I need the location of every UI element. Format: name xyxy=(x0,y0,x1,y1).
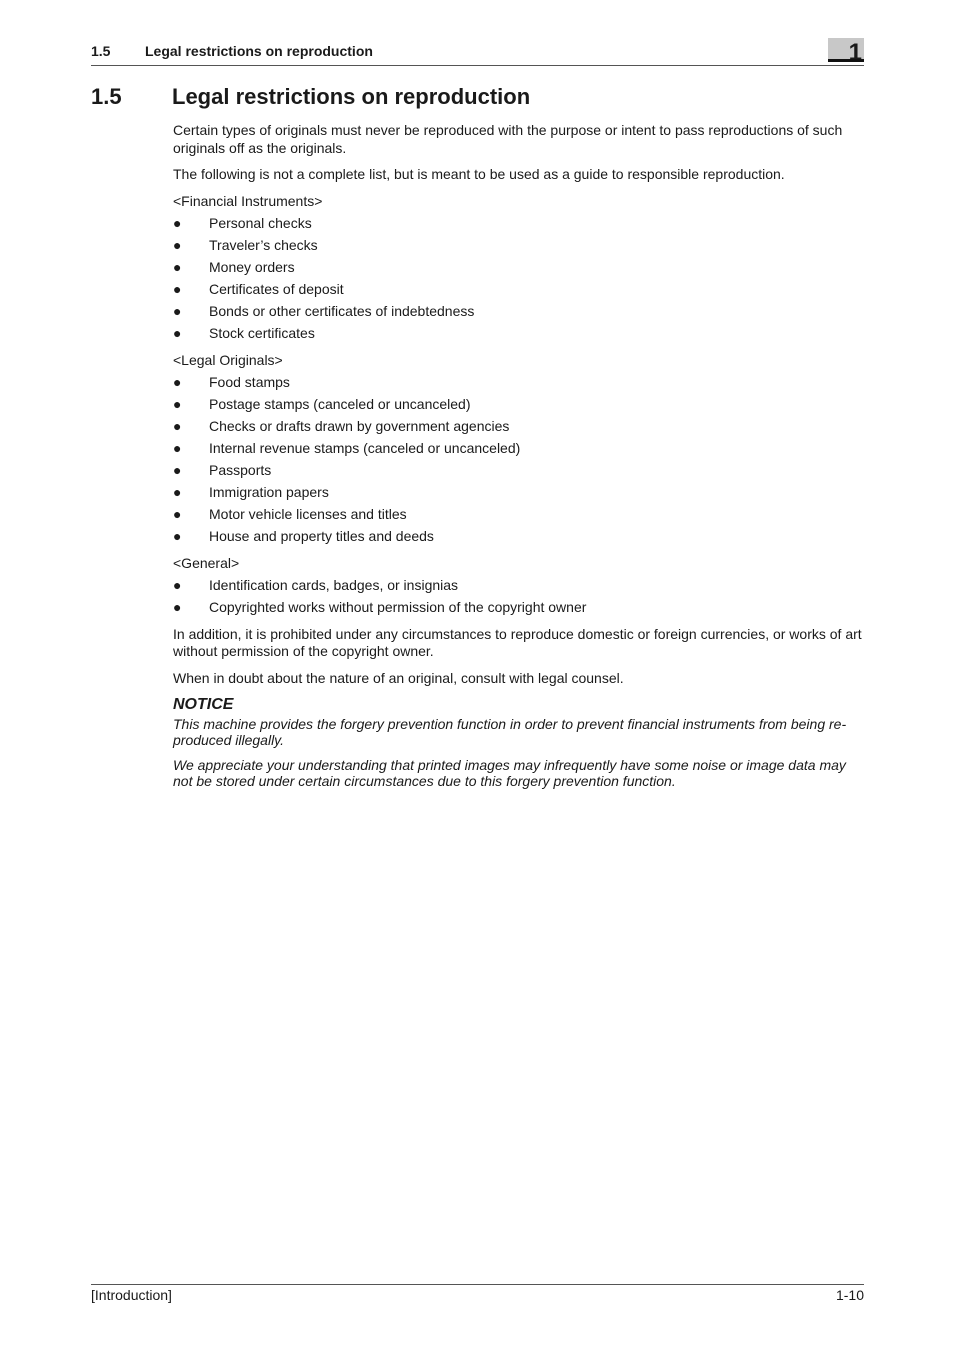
bullet-icon: ● xyxy=(173,462,182,478)
bullet-list-general xyxy=(173,577,865,617)
bullet-icon: ● xyxy=(173,237,182,253)
notice-paragraph: This machine provides the forgery prevention function in order to prevent financial instruments from being re-produced illegally. xyxy=(173,715,847,748)
list-item-text: Food stamps xyxy=(209,374,290,390)
bullet-icon: ● xyxy=(173,281,182,297)
chapter-tab: 1 xyxy=(828,38,864,62)
intro-paragraph: Certain types of originals must never be reproduced with the purpose or intent to pass reproductions of such originals off as the originals. xyxy=(173,122,843,156)
page-number: 1-10 xyxy=(835,1287,864,1303)
section-heading-number: 1.5 xyxy=(91,84,122,109)
intro-paragraph: The following is not a complete list, but is meant to be used as a guide to responsible reproduction. xyxy=(173,166,785,182)
list-item-text: House and property titles and deeds xyxy=(209,528,434,544)
list-item xyxy=(173,259,865,277)
list-item-text: Motor vehicle licenses and titles xyxy=(209,506,407,522)
list-item xyxy=(173,237,865,255)
category-label: <General> xyxy=(173,554,240,571)
list-item-text: Internal revenue stamps (canceled or uncanceled) xyxy=(209,440,521,456)
running-header xyxy=(91,40,864,66)
bullet-icon: ● xyxy=(173,215,182,231)
list-item xyxy=(173,325,865,343)
bullet-icon: ● xyxy=(173,577,182,593)
notice-title: NOTICE xyxy=(173,696,234,713)
list-item xyxy=(173,215,865,233)
list-item-text: Bonds or other certificates of indebtedness xyxy=(209,303,475,319)
list-item xyxy=(173,462,865,480)
bullet-icon: ● xyxy=(173,374,182,390)
list-item xyxy=(173,440,865,458)
bullet-icon: ● xyxy=(173,303,182,319)
bullet-icon: ● xyxy=(173,528,182,544)
bullet-icon: ● xyxy=(173,440,182,456)
list-item-text: Copyrighted works without permission of the copyright owner xyxy=(209,599,587,615)
list-item xyxy=(173,281,865,299)
bullet-icon: ● xyxy=(173,599,182,615)
category-label: <Financial Instruments> xyxy=(173,192,323,209)
list-item-text: Identification cards, badges, or insignias xyxy=(209,577,459,593)
bullet-icon: ● xyxy=(173,259,182,275)
list-item xyxy=(173,528,865,546)
list-item-text: Checks or drafts drawn by government agencies xyxy=(209,418,510,434)
section-heading-title: Legal restrictions on reproduction xyxy=(172,84,531,109)
footer-chapter-name: [Introduction] xyxy=(91,1287,172,1303)
list-item-text: Money orders xyxy=(209,259,295,275)
page-content xyxy=(173,122,865,798)
running-footer xyxy=(91,1284,864,1303)
list-item-text: Postage stamps (canceled or uncanceled) xyxy=(209,396,471,412)
list-item xyxy=(173,396,865,414)
list-item-text: Personal checks xyxy=(209,215,312,231)
bullet-icon: ● xyxy=(173,418,182,434)
list-item-text: Traveler’s checks xyxy=(209,237,318,253)
bullet-list-financial xyxy=(173,215,865,343)
list-item xyxy=(173,506,865,524)
bullet-icon: ● xyxy=(173,396,182,412)
list-item xyxy=(173,599,865,617)
header-section-title: Legal restrictions on reproduction xyxy=(145,43,373,59)
notice-paragraph: We appreciate your understanding that printed images may infrequently have some noise or image data may not be stored under certain circumstances due to this forgery prevention function. xyxy=(173,756,846,789)
notice-box xyxy=(173,696,865,790)
list-item-text: Passports xyxy=(209,462,272,478)
bullet-icon: ● xyxy=(173,325,182,341)
closing-paragraph: In addition, it is prohibited under any circumstances to reproduce domestic or foreign currencies, or works of art without permission of the copyright owner. xyxy=(173,625,862,659)
list-item xyxy=(173,577,865,595)
list-item-text: Stock certificates xyxy=(209,325,315,341)
list-item-text: Immigration papers xyxy=(209,484,329,500)
closing-paragraph: When in doubt about the nature of an original, consult with legal counsel. xyxy=(173,669,624,686)
category-label: <Legal Originals> xyxy=(173,351,283,368)
list-item xyxy=(173,484,865,502)
bullet-icon: ● xyxy=(173,506,182,522)
list-item xyxy=(173,374,865,392)
header-section-number: 1.5 xyxy=(91,43,111,59)
bullet-list-legal xyxy=(173,374,865,546)
list-item xyxy=(173,303,865,321)
list-item xyxy=(173,418,865,436)
bullet-icon: ● xyxy=(173,484,182,500)
list-item-text: Certificates of deposit xyxy=(209,281,344,297)
